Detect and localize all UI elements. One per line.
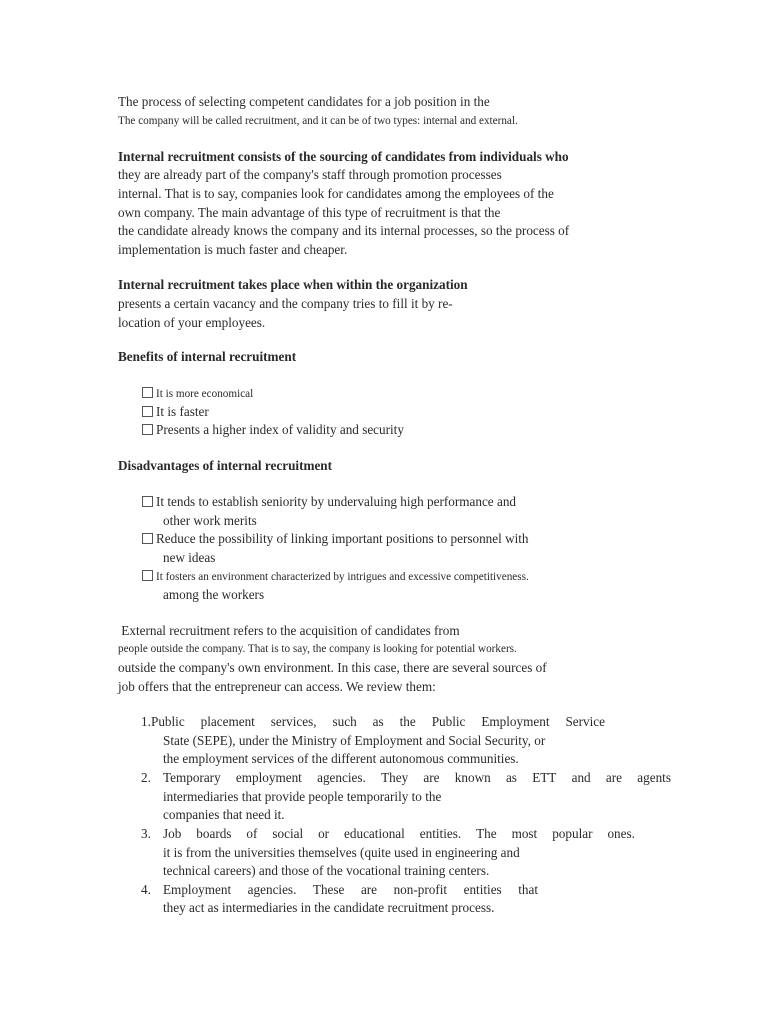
section-heading: Disadvantages of internal recruitment <box>118 458 333 473</box>
numbered-item-first-line <box>141 882 538 898</box>
numbered-item-continuation: State (SEPE), under the Ministry of Employment and Social Security, or <box>163 733 546 748</box>
word: Temporary <box>163 770 221 785</box>
paragraph-line: implementation is much faster and cheaper. <box>118 242 348 257</box>
word: entities <box>463 882 502 897</box>
list-item-continuation: among the workers <box>163 587 265 602</box>
word: Employment <box>481 714 550 729</box>
item-line-justified <box>163 826 635 842</box>
numbered-item-continuation: companies that need it. <box>163 807 285 822</box>
checkbox-bullet-icon <box>142 387 153 398</box>
list-item <box>142 404 209 420</box>
word: are <box>360 882 378 897</box>
word: such <box>332 714 357 729</box>
word: placement <box>200 714 255 729</box>
paragraph-line: External recruitment refers to the acquisition of candidates from <box>118 623 460 638</box>
item-number: 1. <box>141 714 151 729</box>
paragraph-line: The process of selecting competent candidates for a job position in the <box>118 94 490 109</box>
list-item-text: It tends to establish seniority by undervaluing high performance and <box>156 494 517 509</box>
word: These <box>312 882 345 897</box>
list-item-text: Presents a higher index of validity and security <box>156 422 404 437</box>
list-item <box>142 422 404 438</box>
item-number: 2. <box>141 770 151 785</box>
word: are <box>605 770 623 785</box>
paragraph-line: outside the company's own environment. In this case, there are several sources of <box>118 660 547 675</box>
word: Public <box>431 714 466 729</box>
word: as <box>505 770 517 785</box>
paragraph-line: own company. The main advantage of this type of recruitment is that the <box>118 205 501 220</box>
word: educational <box>344 826 405 841</box>
paragraph-line: job offers that the entrepreneur can access. We review them: <box>118 679 436 694</box>
checkbox-bullet-icon <box>142 496 153 507</box>
word: the <box>399 714 416 729</box>
numbered-item-continuation: they act as intermediaries in the candidate recruitment process. <box>163 900 495 915</box>
paragraph-line: they are already part of the company's staff through promotion processes <box>118 167 502 182</box>
list-item <box>142 531 529 547</box>
word: agents <box>637 770 671 785</box>
item-number: 4. <box>141 882 151 897</box>
list-item-text: Reduce the possibility of linking important positions to personnel with <box>156 531 529 546</box>
word: The <box>476 826 497 841</box>
paragraph-line: people outside the company. That is to say, the company is looking for potential workers. <box>118 643 517 655</box>
word: agencies. <box>317 770 366 785</box>
paragraph-line: Internal recruitment takes place when within the organization <box>118 277 468 292</box>
numbered-item-first-line <box>141 770 671 786</box>
paragraph-line: Internal recruitment consists of the sourcing of candidates from individuals who <box>118 149 569 164</box>
word: services, <box>270 714 317 729</box>
word: social <box>272 826 304 841</box>
list-item-text: It is more economical <box>156 388 254 400</box>
paragraph-line: The company will be called recruitment, and it can be of two types: internal and external. <box>118 115 518 127</box>
word: Job <box>163 826 182 841</box>
word: employment <box>235 770 302 785</box>
word: entities. <box>419 826 462 841</box>
paragraph-line: location of your employees. <box>118 315 266 330</box>
numbered-item-continuation: intermediaries that provide people temporarily to the <box>163 789 442 804</box>
list-item <box>142 569 529 585</box>
list-item-text: It fosters an environment characterized by intrigues and excessive competitiveness. <box>156 571 529 583</box>
list-item <box>142 494 516 510</box>
word: that <box>518 882 538 897</box>
list-item <box>142 386 253 402</box>
word: most <box>511 826 538 841</box>
list-item-continuation: other work merits <box>163 513 257 528</box>
section-heading: Benefits of internal recruitment <box>118 349 297 364</box>
list-item-text: It is faster <box>156 404 209 419</box>
word: of <box>246 826 258 841</box>
word: Public <box>151 714 185 729</box>
item-line-justified <box>151 714 605 730</box>
word: Service <box>565 714 605 729</box>
word: popular <box>552 826 593 841</box>
word: boards <box>196 826 232 841</box>
word: ones. <box>607 826 635 841</box>
numbered-item-continuation: the employment services of the different autonomous communities. <box>163 751 519 766</box>
paragraph-line: internal. That is to say, companies look for candidates among the employees of the <box>118 186 554 201</box>
word: are <box>423 770 440 785</box>
word: Employment <box>163 882 232 897</box>
word: ETT <box>532 770 557 785</box>
numbered-item-first-line <box>141 714 605 730</box>
item-line-justified <box>163 882 538 898</box>
checkbox-bullet-icon <box>142 406 153 417</box>
checkbox-bullet-icon <box>142 570 153 581</box>
word: non-profit <box>393 882 448 897</box>
numbered-item-first-line <box>141 826 635 842</box>
word: agencies. <box>247 882 297 897</box>
word: or <box>318 826 330 841</box>
word: They <box>381 770 409 785</box>
item-number: 3. <box>141 826 151 841</box>
checkbox-bullet-icon <box>142 533 153 544</box>
list-item-continuation: new ideas <box>163 550 216 565</box>
numbered-item-continuation: it is from the universities themselves (quite used in engineering and <box>163 845 520 860</box>
item-line-justified <box>163 770 671 786</box>
word: known <box>454 770 491 785</box>
paragraph-line: presents a certain vacancy and the company tries to fill it by re- <box>118 296 453 311</box>
word: as <box>372 714 384 729</box>
numbered-item-continuation: technical careers) and those of the vocational training centers. <box>163 863 490 878</box>
checkbox-bullet-icon <box>142 424 153 435</box>
paragraph-line: the candidate already knows the company and its internal processes, so the process of <box>118 223 570 238</box>
word: and <box>571 770 591 785</box>
